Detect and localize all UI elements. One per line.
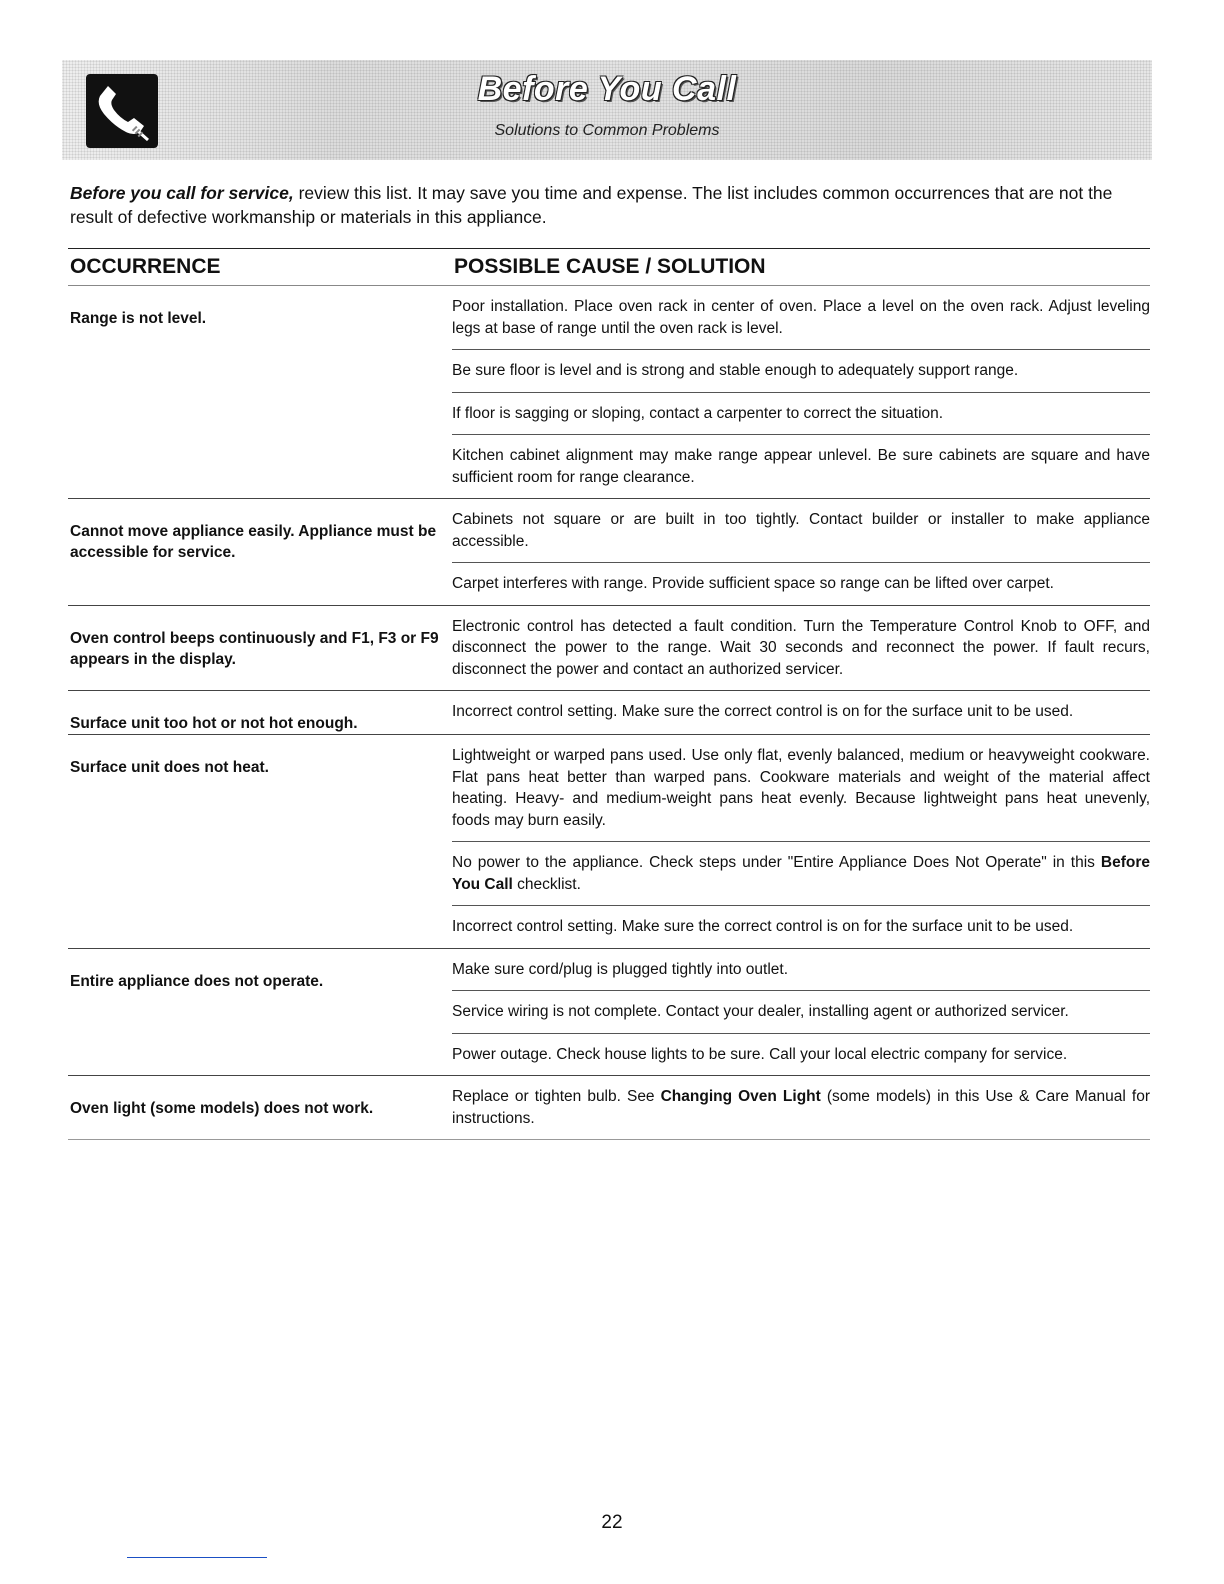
- solution-item: Make sure cord/plug is plugged tightly into outlet.: [452, 949, 1150, 992]
- solution-item: Kitchen cabinet alignment may make range appear unlevel. Be sure cabinets are square and have sufficient room for range clearance.: [452, 447, 1150, 486]
- page-title: Before You Call: [477, 70, 737, 108]
- occurrence-cell: Oven control beeps continuously and F1, F3 or F9 appears in the display.: [70, 629, 439, 668]
- solution-item: Poor installation. Place oven rack in center of oven. Place a level on the oven rack. Adjust leveling legs at base of range until the oven rack is level.: [452, 286, 1150, 350]
- solution-list: [452, 286, 1150, 498]
- solution-text: No power to the appliance. Check steps under "Entire Appliance Does Not Operate" in this: [452, 854, 1101, 871]
- solution-item: If floor is sagging or sloping, contact a carpenter to correct the situation.: [452, 393, 1150, 436]
- solution-emphasis: Before You Call: [452, 854, 1150, 893]
- column-header-solution: POSSIBLE CAUSE / SOLUTION: [454, 255, 766, 278]
- solution-item: Electronic control has detected a fault condition. Turn the Temperature Control Knob to OFF, and disconnect the power to the range. Wait 30 seconds and reconnect the power. If fault recurs, disconnect the power and contact an authorized servicer.: [452, 617, 1150, 678]
- header-banner: [62, 60, 1152, 160]
- occurrence-cell: Entire appliance does not operate.: [70, 972, 324, 990]
- solution-list: [452, 691, 1150, 734]
- occurrence-cell: Surface unit does not heat.: [70, 759, 269, 776]
- occurrence-cell: Oven light (some models) does not work.: [70, 1100, 374, 1117]
- solution-text: checklist.: [512, 875, 581, 893]
- intro-lead: Before you call for service,: [70, 183, 294, 203]
- solution-list: [452, 735, 1150, 948]
- solution-item: Carpet interferes with range. Provide sufficient space so range can be lifted over carpet.: [452, 575, 1054, 592]
- solution-item: Cabinets not square or are built in too tightly. Contact builder or installer to make appliance accessible.: [452, 499, 1150, 563]
- table-header: [68, 248, 1150, 286]
- page-number: 22: [601, 1512, 623, 1533]
- solution-emphasis: Changing Oven Light: [660, 1088, 821, 1105]
- solution-text: Replace or tighten bulb. See: [452, 1088, 661, 1105]
- occurrence-cell: Range is not level.: [70, 310, 207, 327]
- table-row: [68, 949, 1150, 1077]
- table-row: [68, 691, 1150, 735]
- intro-paragraph: [70, 181, 1152, 229]
- solution-item: [452, 842, 1150, 906]
- solution-item: [452, 1076, 1150, 1139]
- column-header-occurrence: OCCURRENCE: [70, 255, 221, 278]
- solution-item: Service wiring is not complete. Contact your dealer, installing agent or authorized servicer.: [452, 991, 1150, 1034]
- solution-item: Power outage. Check house lights to be sure. Call your local electric company for service.: [452, 1045, 1068, 1063]
- solution-item: Lightweight or warped pans used. Use only flat, evenly balanced, medium or heavyweight cookware. Flat pans heat better than warped pans. Cookware materials and weight of the material affect heating. Heavy- and medium-weight pans heat evenly. Because lightweight pans heat unevenly, foods may burn easily.: [452, 735, 1150, 842]
- solution-list: [452, 949, 1150, 1076]
- table-row: [68, 735, 1150, 949]
- solution-list: [452, 499, 1150, 605]
- page-subtitle: Solutions to Common Problems: [494, 122, 720, 139]
- intro-text: review this list. It may save you time and expense. The list includes common occurrences that are not the result of defective workmanship or materials in this appliance.: [70, 183, 1113, 227]
- solution-list: [452, 606, 1150, 691]
- solution-item: Be sure floor is level and is strong and stable enough to adequately support range.: [452, 350, 1150, 393]
- solution-item: Incorrect control setting. Make sure the correct control is on for the surface unit to be used.: [452, 918, 1074, 935]
- occurrence-cell: Surface unit too hot or not hot enough.: [70, 715, 358, 732]
- table-row: [68, 286, 1150, 499]
- footer-divider: [127, 1557, 267, 1558]
- solution-list: [452, 1076, 1150, 1139]
- solution-item: Incorrect control setting. Make sure the correct control is on for the surface unit to be used.: [452, 703, 1074, 720]
- table-row: [68, 606, 1150, 692]
- troubleshooting-table: [68, 248, 1150, 1140]
- table-row: [68, 499, 1150, 606]
- table-row: [68, 1076, 1150, 1140]
- occurrence-cell: Cannot move appliance easily. Appliance must be accessible for service.: [70, 523, 437, 561]
- solution-text: (some models) in this Use & Care Manual for instructions.: [452, 1088, 1150, 1127]
